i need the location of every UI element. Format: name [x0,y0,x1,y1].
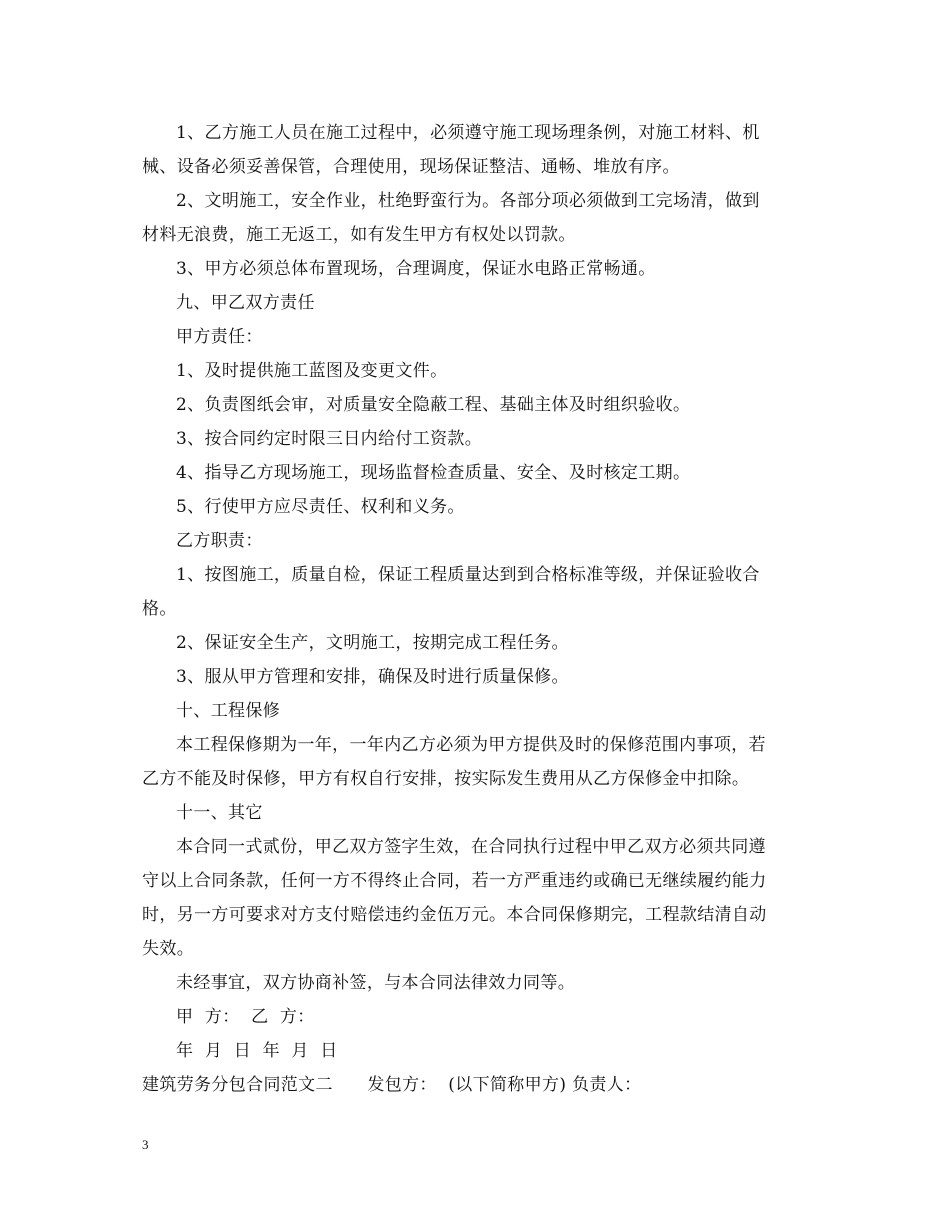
party-a-duty-4: 4、指导乙方现场施工，现场监督检查质量、安全、及时核定工期。 [176,463,691,483]
clause-8-2-line-1: 2、文明施工，安全作业，杜绝野蛮行为。各部分项必须做到工完场清，做到 [176,191,760,211]
clause-8-1-line-1: 1、乙方施工人员在施工过程中，必须遵守施工现场理条例，对施工材料、机 [176,123,760,143]
signature-dates: 年 月 日 年 月 日 [176,1041,338,1061]
other-paragraph-line-3: 时，另一方可要求对方支付赔偿违约金伍万元。本合同保修期完，工程款结清自动 [142,905,767,925]
party-b-duty-1-line-2: 格。 [142,599,177,619]
party-a-duty-3: 3、按合同约定时限三日内给付工资款。 [176,429,483,449]
next-contract-title: 建筑劳务分包合同范文二 发包方： (以下简称甲方) 负责人： [142,1075,642,1095]
party-b-duty-3: 3、服从甲方管理和安排，确保及时进行质量保修。 [176,667,569,687]
section-heading-10: 十、工程保修 [176,701,281,721]
party-a-duty-1: 1、及时提供施工蓝图及变更文件。 [176,361,448,381]
party-b-duty-1-line-1: 1、按图施工，质量自检，保证工程质量达到到合格标准等级，并保证验收合 [176,565,760,585]
party-b-duties-heading: 乙方职责： [176,531,263,551]
clause-8-3: 3、甲方必须总体布置现场，合理调度，保证水电路正常畅通。 [176,259,656,279]
other-paragraph-line-4: 失效。 [142,939,195,959]
party-a-duties-heading: 甲方责任： [176,327,263,347]
party-b-duty-2: 2、保证安全生产，文明施工，按期完成工程任务。 [176,633,569,653]
party-a-duty-2: 2、负责图纸会审，对质量安全隐蔽工程、基础主体及时组织验收。 [176,395,691,415]
party-a-duty-5: 5、行使甲方应尽责任、权利和义务。 [176,497,465,517]
warranty-paragraph-line-2: 乙方不能及时保修，甲方有权自行安排，按实际发生费用从乙方保修金中扣除。 [142,769,750,789]
other-paragraph-line-2: 守以上合同条款，任何一方不得终止合同，若一方严重违约或确已无继续履约能力 [142,871,767,891]
clause-8-2-line-2: 材料无浪费，施工无返工，如有发生甲方有权处以罚款。 [142,225,576,245]
section-heading-9: 九、甲乙双方责任 [176,293,315,313]
warranty-paragraph-line-1: 本工程保修期为一年，一年内乙方必须为甲方提供及时的保修范围内事项，若 [176,735,766,755]
signature-parties: 甲 方： 乙 方： [176,1007,315,1027]
page-number: 3 [142,1137,149,1152]
clause-8-1-line-2: 械、设备必须妥善保管，合理使用，现场保证整洁、通畅、堆放有序。 [142,157,680,177]
other-paragraph-line-1: 本合同一式贰份，甲乙双方签字生效，在合同执行过程中甲乙双方必须共同遵 [176,837,766,857]
supplement-note: 未经事宜，双方协商补签，与本合同法律效力同等。 [176,973,576,993]
section-heading-11: 十一、其它 [176,803,263,823]
